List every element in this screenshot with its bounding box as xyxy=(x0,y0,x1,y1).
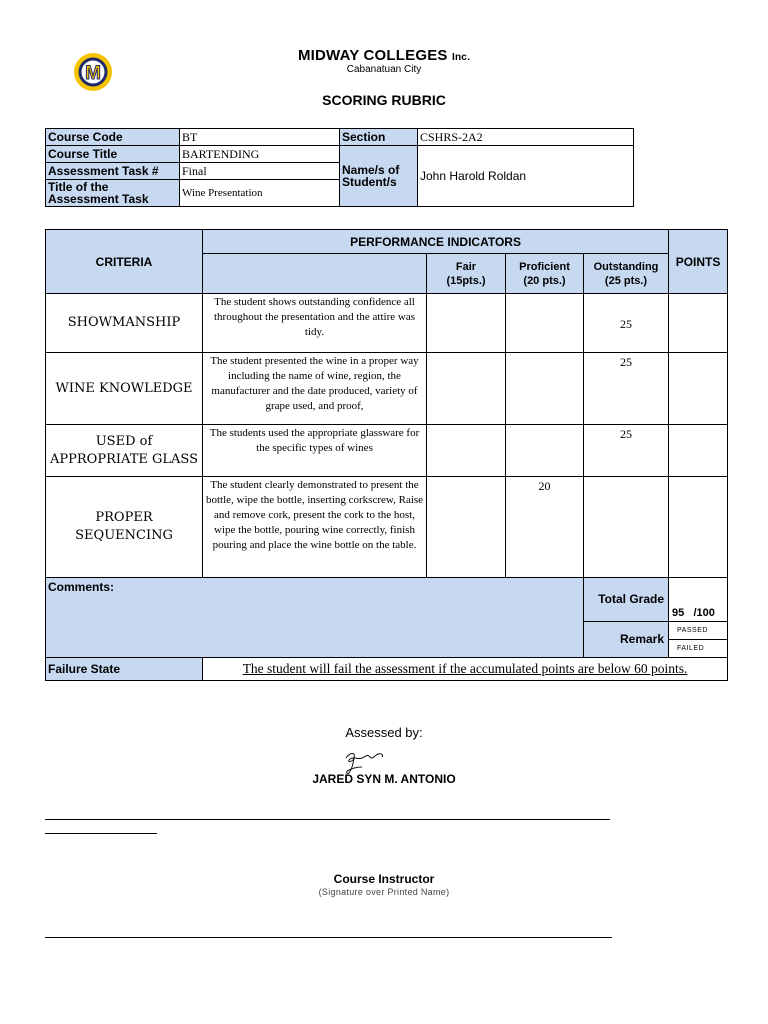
rubric-row xyxy=(46,425,728,477)
remark-failed: FAILED xyxy=(669,640,728,658)
course-code-label: Course Code xyxy=(46,129,180,146)
section-label: Section xyxy=(340,129,418,146)
course-code-value: BT xyxy=(180,129,340,146)
students-label: Name/s of Student/s xyxy=(340,146,418,207)
proficient-score: 20 xyxy=(506,477,584,578)
fair-score xyxy=(427,294,506,353)
level-proficient-header xyxy=(506,254,584,294)
outstanding-score: 25 xyxy=(584,353,669,425)
fair-score xyxy=(427,353,506,425)
rubric-table xyxy=(45,229,728,681)
assessed-by-label: Assessed by: xyxy=(345,725,423,740)
course-instructor-label: Course Instructor xyxy=(333,872,435,886)
assessor-name: JARED SYN M. ANTONIO xyxy=(312,772,456,786)
course-info-table xyxy=(45,128,634,207)
signature-line-continuation xyxy=(45,833,157,834)
failure-state-label: Failure State xyxy=(46,658,203,681)
school-suffix: Inc. xyxy=(452,52,471,63)
proficient-score xyxy=(506,294,584,353)
svg-text:M: M xyxy=(85,63,101,84)
criterion-wine-knowledge: WINE KNOWLEDGE xyxy=(46,353,203,425)
school-name-text: MIDWAY COLLEGES xyxy=(297,47,448,64)
outstanding-score xyxy=(584,477,669,578)
level-outstanding-header xyxy=(584,254,669,294)
rubric-row xyxy=(46,477,728,578)
criterion-description: The student presented the wine in a proper way including the name of wine, region, the manufacturer and the date produced, variety of grape used, and proof, xyxy=(203,353,427,425)
school-name xyxy=(0,47,768,64)
criterion-description: The students used the appropriate glassware for the specific types of wines xyxy=(203,425,427,477)
level-proficient-name: Proficient xyxy=(519,260,570,273)
criterion-showmanship: SHOWMANSHIP xyxy=(46,294,203,353)
description-header xyxy=(203,254,427,294)
document-title: SCORING RUBRIC xyxy=(322,92,446,108)
level-fair-points: (15pts.) xyxy=(446,274,486,287)
task-title-value: Wine Presentation xyxy=(180,180,340,207)
outstanding-score: 25 xyxy=(584,425,669,477)
criteria-header: CRITERIA xyxy=(46,230,203,294)
criterion-proper-sequencing: PROPER SEQUENCING xyxy=(46,477,203,578)
course-title-value: BARTENDING xyxy=(180,146,340,163)
total-grade-value xyxy=(669,578,728,622)
criterion-description: The student clearly demonstrated to present the bottle, wipe the bottle, inserting corkscrew, Raise and remove cork, present the cork to the host, wipe the bottle, pouring wine correctly, finish pouring and place the wine bottle on the table. xyxy=(203,477,427,578)
level-fair-name: Fair xyxy=(455,260,477,273)
performance-indicators-header: PERFORMANCE INDICATORS xyxy=(203,230,669,254)
level-proficient-points: (20 pts.) xyxy=(523,274,566,287)
signature-line xyxy=(45,819,610,820)
criterion-appropriate-glass: USED of APPROPRIATE GLASS xyxy=(46,425,203,477)
course-instructor-sublabel: (Signature over Printed Name) xyxy=(318,887,450,897)
comments-box xyxy=(46,578,584,658)
assessment-task-value: Final xyxy=(180,163,340,180)
remark-label: Remark xyxy=(584,622,669,658)
rubric-row xyxy=(46,294,728,353)
total-grade-score: 95 xyxy=(672,607,685,619)
points-score xyxy=(669,425,728,477)
total-grade-max: /100 xyxy=(693,607,715,619)
level-outstanding-points: (25 pts.) xyxy=(604,274,648,287)
rubric-row xyxy=(46,353,728,425)
section-value: CSHRS-2A2 xyxy=(418,129,634,146)
course-title-label: Course Title xyxy=(46,146,180,163)
points-score xyxy=(669,477,728,578)
instructor-signature-line xyxy=(45,937,612,938)
points-header: POINTS xyxy=(669,230,728,294)
criterion-description: The student shows outstanding confidence all throughout the presentation and the attire was tidy. xyxy=(203,294,427,353)
level-outstanding-name: Outstanding xyxy=(593,260,659,273)
assessment-task-label: Assessment Task # xyxy=(46,163,180,180)
points-score xyxy=(669,294,728,353)
fair-score xyxy=(427,425,506,477)
remark-passed: PASSED xyxy=(669,622,728,640)
failure-state-text: The student will fail the assessment if the accumulated points are below 60 points. xyxy=(203,658,728,681)
proficient-score xyxy=(506,353,584,425)
task-title-label: Title of the Assessment Task xyxy=(46,180,180,207)
total-grade-label: Total Grade xyxy=(584,578,669,622)
proficient-score xyxy=(506,425,584,477)
outstanding-score: 25 xyxy=(584,294,669,353)
comments-label: Comments: xyxy=(48,580,115,594)
students-value: John Harold Roldan xyxy=(418,146,634,207)
fair-score xyxy=(427,477,506,578)
level-fair-header xyxy=(427,254,506,294)
school-city: Cabanatuan City xyxy=(346,64,422,75)
points-score xyxy=(669,353,728,425)
